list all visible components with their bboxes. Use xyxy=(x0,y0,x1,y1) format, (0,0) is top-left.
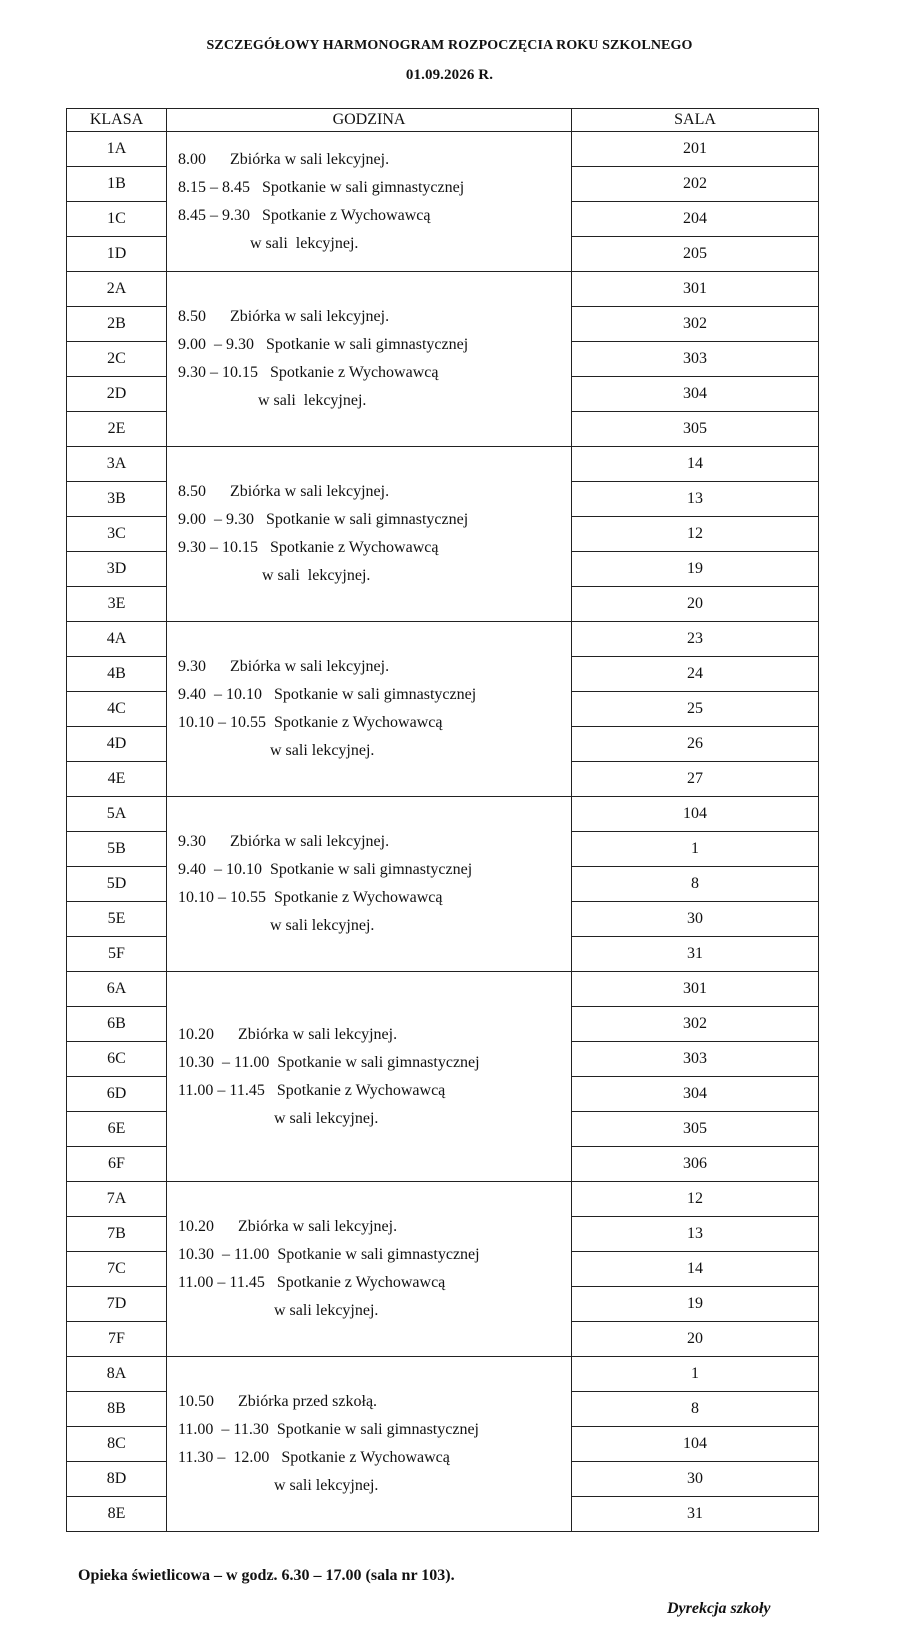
class-cell: 6F xyxy=(67,1147,167,1182)
schedule-line: 9.30 Zbiórka w sali lekcyjnej. xyxy=(178,658,390,675)
schedule-line: w sali lekcyjnej. xyxy=(178,567,371,584)
column-header-klasa: KLASA xyxy=(67,109,167,132)
schedule-line: w sali lekcyjnej. xyxy=(178,742,375,759)
schedule-cell xyxy=(167,447,572,622)
room-cell: 1 xyxy=(572,832,819,867)
schedule-cell xyxy=(167,797,572,972)
class-cell: 7A xyxy=(67,1182,167,1217)
schedule-line: 9.40 – 10.10 Spotkanie w sali gimnastycznej xyxy=(178,686,477,703)
room-cell: 305 xyxy=(572,412,819,447)
schedule-line: 8.50 Zbiórka w sali lekcyjnej. xyxy=(178,308,390,325)
schedule-line: 11.30 – 12.00 Spotkanie z Wychowawcą xyxy=(178,1449,450,1466)
room-cell: 301 xyxy=(572,972,819,1007)
table-row xyxy=(67,1182,819,1217)
room-cell: 19 xyxy=(572,552,819,587)
schedule-line: 10.50 Zbiórka przed szkołą. xyxy=(178,1393,378,1410)
schedule-line: 9.00 – 9.30 Spotkanie w sali gimnastycznej xyxy=(178,336,469,353)
schedule-line: 11.00 – 11.45 Spotkanie z Wychowawcą xyxy=(178,1081,446,1099)
table-row xyxy=(67,1357,819,1392)
class-cell: 7D xyxy=(67,1287,167,1322)
document-title: SZCZEGÓŁOWY HARMONOGRAM ROZPOCZĘCIA ROKU SZKOLNEGO xyxy=(206,38,693,53)
schedule-line: w sali lekcyjnej. xyxy=(178,234,359,252)
schedule-line: 11.00 – 11.30 Spotkanie w sali gimnastycznej xyxy=(178,1421,479,1438)
room-cell: 14 xyxy=(572,447,819,482)
room-cell: 27 xyxy=(572,762,819,797)
room-cell: 104 xyxy=(572,797,819,832)
schedule-line: 9.30 – 10.15 Spotkanie z Wychowawcą xyxy=(178,539,439,556)
schedule-line: 8.45 – 9.30 Spotkanie z Wychowawcą xyxy=(178,206,431,224)
class-cell: 5A xyxy=(67,797,167,832)
schedule-line: 8.50 Zbiórka w sali lekcyjnej. xyxy=(178,483,390,500)
schedule-line: 11.00 – 11.45 Spotkanie z Wychowawcą xyxy=(178,1274,446,1291)
class-cell: 5E xyxy=(67,902,167,937)
class-cell: 2C xyxy=(67,342,167,377)
room-cell: 24 xyxy=(572,657,819,692)
table-row xyxy=(67,622,819,657)
room-cell: 303 xyxy=(572,1042,819,1077)
class-cell: 8B xyxy=(67,1392,167,1427)
class-cell: 8A xyxy=(67,1357,167,1392)
table-row xyxy=(67,972,819,1007)
class-cell: 6B xyxy=(67,1007,167,1042)
room-cell: 304 xyxy=(572,377,819,412)
room-cell: 12 xyxy=(572,517,819,552)
class-cell: 1C xyxy=(67,202,167,237)
room-cell: 14 xyxy=(572,1252,819,1287)
schedule-table xyxy=(66,108,819,1532)
room-cell: 306 xyxy=(572,1147,819,1182)
room-cell: 1 xyxy=(572,1357,819,1392)
class-cell: 6A xyxy=(67,972,167,1007)
class-cell: 1B xyxy=(67,167,167,202)
room-cell: 204 xyxy=(572,202,819,237)
schedule-line: 9.30 Zbiórka w sali lekcyjnej. xyxy=(178,833,390,850)
room-cell: 31 xyxy=(572,1497,819,1532)
schedule-line: 10.20 Zbiórka w sali lekcyjnej. xyxy=(178,1218,398,1235)
room-cell: 202 xyxy=(572,167,819,202)
schedule-line: 8.15 – 8.45 Spotkanie w sali gimnastycznej xyxy=(178,178,465,196)
schedule-line: w sali lekcyjnej. xyxy=(178,1302,379,1319)
schedule-line: 9.00 – 9.30 Spotkanie w sali gimnastycznej xyxy=(178,511,469,528)
class-cell: 4A xyxy=(67,622,167,657)
room-cell: 8 xyxy=(572,1392,819,1427)
class-cell: 2A xyxy=(67,272,167,307)
room-cell: 23 xyxy=(572,622,819,657)
room-cell: 30 xyxy=(572,902,819,937)
room-cell: 305 xyxy=(572,1112,819,1147)
schedule-line: w sali lekcyjnej. xyxy=(178,1109,379,1127)
class-cell: 7F xyxy=(67,1322,167,1357)
schedule-line: 10.30 – 11.00 Spotkanie w sali gimnastycznej xyxy=(178,1053,480,1071)
room-cell: 301 xyxy=(572,272,819,307)
room-cell: 13 xyxy=(572,482,819,517)
schedule-cell xyxy=(167,1357,572,1532)
column-header-sala: SALA xyxy=(572,109,819,132)
schedule-cell xyxy=(167,622,572,797)
room-cell: 205 xyxy=(572,237,819,272)
room-cell: 8 xyxy=(572,867,819,902)
class-cell: 4C xyxy=(67,692,167,727)
schedule-cell xyxy=(167,972,572,1182)
room-cell: 13 xyxy=(572,1217,819,1252)
class-cell: 2E xyxy=(67,412,167,447)
room-cell: 302 xyxy=(572,1007,819,1042)
class-cell: 8E xyxy=(67,1497,167,1532)
room-cell: 20 xyxy=(572,587,819,622)
class-cell: 4D xyxy=(67,727,167,762)
class-cell: 6E xyxy=(67,1112,167,1147)
schedule-line: 10.10 – 10.55 Spotkanie z Wychowawcą xyxy=(178,889,443,906)
room-cell: 30 xyxy=(572,1462,819,1497)
schedule-line: 8.00 Zbiórka w sali lekcyjnej. xyxy=(178,150,390,168)
room-cell: 25 xyxy=(572,692,819,727)
class-cell: 8C xyxy=(67,1427,167,1462)
schedule-line: w sali lekcyjnej. xyxy=(178,1477,379,1494)
room-cell: 26 xyxy=(572,727,819,762)
schedule-cell xyxy=(167,1182,572,1357)
class-cell: 5D xyxy=(67,867,167,902)
room-cell: 303 xyxy=(572,342,819,377)
class-cell: 4E xyxy=(67,762,167,797)
table-row xyxy=(67,272,819,307)
class-cell: 5B xyxy=(67,832,167,867)
class-cell: 7B xyxy=(67,1217,167,1252)
class-cell: 1D xyxy=(67,237,167,272)
class-cell: 2B xyxy=(67,307,167,342)
room-cell: 12 xyxy=(572,1182,819,1217)
class-cell: 1A xyxy=(67,132,167,167)
room-cell: 31 xyxy=(572,937,819,972)
schedule-line: 10.10 – 10.55 Spotkanie z Wychowawcą xyxy=(178,714,443,731)
class-cell: 3E xyxy=(67,587,167,622)
schedule-line: 10.30 – 11.00 Spotkanie w sali gimnastycznej xyxy=(178,1246,480,1263)
room-cell: 304 xyxy=(572,1077,819,1112)
document-date: 01.09.2026 R. xyxy=(405,67,494,83)
class-cell: 3C xyxy=(67,517,167,552)
column-header-godzina: GODZINA xyxy=(167,109,572,132)
class-cell: 3A xyxy=(67,447,167,482)
room-cell: 104 xyxy=(572,1427,819,1462)
room-cell: 201 xyxy=(572,132,819,167)
room-cell: 19 xyxy=(572,1287,819,1322)
schedule-line: w sali lekcyjnej. xyxy=(178,392,367,409)
schedule-line: w sali lekcyjnej. xyxy=(178,917,375,934)
class-cell: 5F xyxy=(67,937,167,972)
class-cell: 4B xyxy=(67,657,167,692)
room-cell: 20 xyxy=(572,1322,819,1357)
schedule-cell xyxy=(167,272,572,447)
table-row xyxy=(67,447,819,482)
table-row xyxy=(67,132,819,167)
daycare-note: Opieka świetlicowa – w godz. 6.30 – 17.00 (sala nr 103). xyxy=(78,1567,455,1584)
class-cell: 2D xyxy=(67,377,167,412)
table-row xyxy=(67,797,819,832)
class-cell: 6D xyxy=(67,1077,167,1112)
table-header-row xyxy=(67,109,819,132)
room-cell: 302 xyxy=(572,307,819,342)
class-cell: 6C xyxy=(67,1042,167,1077)
schedule-line: 9.40 – 10.10 Spotkanie w sali gimnastycznej xyxy=(178,861,473,878)
signature: Dyrekcja szkoły xyxy=(667,1600,771,1617)
schedule-cell xyxy=(167,132,572,272)
class-cell: 8D xyxy=(67,1462,167,1497)
class-cell: 7C xyxy=(67,1252,167,1287)
schedule-line: 9.30 – 10.15 Spotkanie z Wychowawcą xyxy=(178,364,439,381)
class-cell: 3B xyxy=(67,482,167,517)
schedule-line: 10.20 Zbiórka w sali lekcyjnej. xyxy=(178,1025,398,1043)
class-cell: 3D xyxy=(67,552,167,587)
